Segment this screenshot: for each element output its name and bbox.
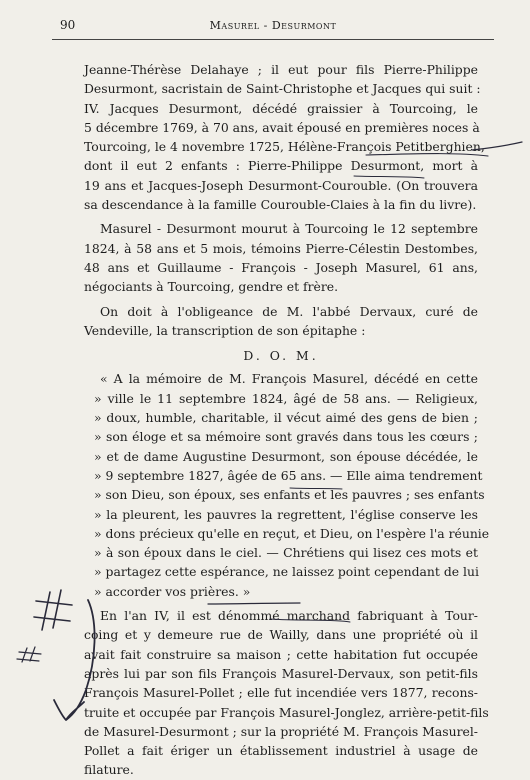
text-line: filature.	[84, 762, 134, 778]
text-line: 19 ans et Jacques-Joseph Desurmont-Courouble. (On trouvera	[84, 177, 478, 193]
text-line: En l'an IV, il est dénommé marchand fabriquant à Tour-	[100, 608, 478, 624]
page-number: 90	[60, 18, 76, 32]
text-line: de Masurel-Desurmont ; sur la propriété M. François Masurel-	[84, 723, 478, 739]
text-line: IV. Jacques Desurmont, décédé graissier à Tourcoing, le	[84, 100, 478, 116]
hash-mark-1-icon	[34, 590, 72, 630]
text-line: Desurmont, sacristain de Saint-Christophe et Jacques qui suit :	[84, 81, 481, 97]
paragraph-genealogy	[84, 60, 485, 214]
paragraph-residence	[84, 606, 489, 780]
text-line: Jeanne-Thérèse Delahaye ; il eut pour fils Pierre-Philippe	[84, 62, 478, 77]
text-line: On doit à l'obligeance de M. l'abbé Dervaux, curé de	[100, 303, 478, 319]
text-line: » la pleurent, les pauvres la regrettent, l'église conserve les	[94, 506, 478, 522]
page-header	[52, 18, 494, 36]
paragraph-death	[84, 219, 478, 296]
text-line: » 9 septembre 1827, âgée de 65 ans. — Elle aima tendrement	[94, 467, 483, 483]
text-line: » partagez cette espérance, ne laissez point cependant de lui	[94, 564, 479, 580]
running-title: Masurel - Desurmont	[209, 19, 337, 32]
text-line: 1824, à 58 ans et 5 mois, témoins Pierre-Célestin Destombes,	[84, 240, 478, 256]
text-line: » son Dieu, son époux, ses enfants et les pauvres ; ses enfants	[94, 487, 485, 503]
text-line: » ville le 11 septembre 1824, âgé de 58 ans. — Religieux,	[94, 390, 478, 406]
text-line: Tourcoing, le 4 novembre 1725, Hélène-François Petitberghien,	[84, 139, 485, 155]
text-line: coing et y demeure rue de Wailly, dans une propriété où il	[84, 627, 478, 643]
dom-heading: D. O. M.	[243, 348, 319, 364]
text-line: » à son époux dans le ciel. — Chrétiens qui lisez ces mots et	[94, 545, 478, 561]
text-line: 48 ans et Guillaume - François - Joseph Masurel, 61 ans,	[84, 259, 478, 275]
text-line: dont il eut 2 enfants : Pierre-Philippe Desurmont, mort à	[84, 158, 478, 174]
text-line: sa descendance à la famille Courouble-Claies à la fin du livre).	[84, 197, 477, 213]
text-line: 5 décembre 1769, à 70 ans, avait épousé en premières noces à	[84, 119, 480, 135]
epitaph-quote	[84, 369, 490, 601]
text-line: » doux, humble, charitable, il vécut aimé des gens de bien ;	[94, 410, 478, 426]
hash-mark-2-icon	[17, 647, 41, 662]
paragraph-epitaph-intro	[84, 302, 478, 341]
text-line: » accorder vos prières. »	[94, 583, 251, 599]
text-line: truite et occupée par François Masurel-Jonglez, arrière-petit-fils	[84, 704, 489, 720]
text-line: « A la mémoire de M. François Masurel, décédé en cette	[100, 371, 478, 387]
text-line: » son éloge et sa mémoire sont gravés dans tous les cœurs ;	[94, 429, 478, 445]
body-text	[84, 60, 490, 780]
text-line: Pollet a fait ériger un établissement industriel à usage de	[84, 743, 478, 759]
header-rule	[52, 39, 494, 40]
text-line: négociants à Tourcoing, gendre et frère.	[84, 279, 339, 295]
text-line: avait fait construire sa maison ; cette habitation fut occupée	[84, 646, 478, 662]
text-line: après lui par son fils François Masurel-Dervaux, son petit-fils	[84, 665, 478, 681]
text-line: » et de dame Augustine Desurmont, son épouse décédée, le	[94, 448, 478, 464]
text-line: François Masurel-Pollet ; elle fut incendiée vers 1877, recons-	[84, 685, 478, 701]
text-line: Vendeville, la transcription de son épitaphe :	[84, 322, 366, 338]
text-line: Masurel - Desurmont mourut à Tourcoing le 12 septembre	[100, 221, 478, 237]
text-line: » dons précieux qu'elle en reçut, et Dieu, on l'espère l'a réunie	[94, 525, 490, 541]
